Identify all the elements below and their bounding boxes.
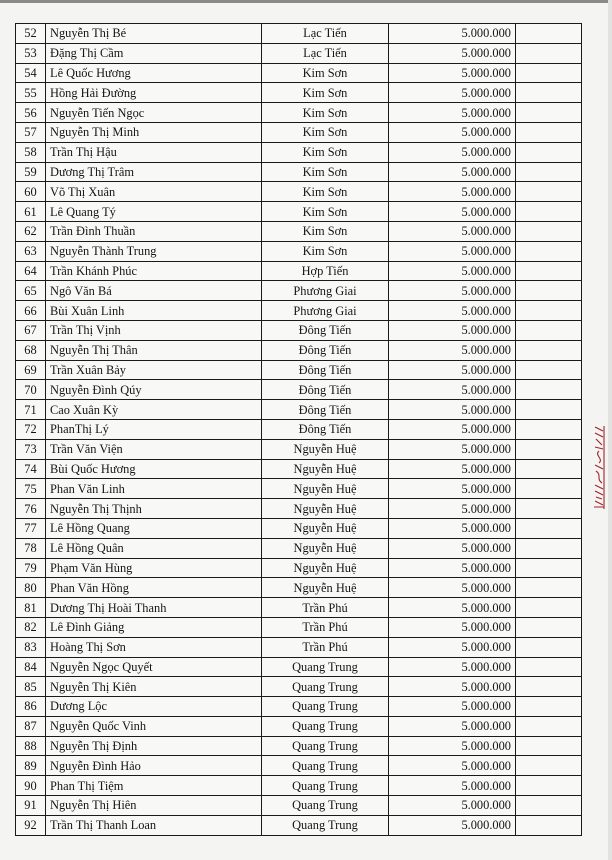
row-number: 69 xyxy=(16,360,46,380)
table-row xyxy=(16,43,582,63)
support-amount: 5.000.000 xyxy=(389,518,516,538)
table-row xyxy=(16,202,582,222)
ward-name: Quang Trung xyxy=(262,815,389,835)
table-row xyxy=(16,776,582,796)
support-amount: 5.000.000 xyxy=(389,122,516,142)
note-cell xyxy=(516,776,582,796)
ward-name: Quang Trung xyxy=(262,697,389,717)
ward-name: Kim Sơn xyxy=(262,142,389,162)
red-seal-stamp-icon xyxy=(592,425,606,510)
person-name: Lê Quang Tý xyxy=(46,202,262,222)
note-cell xyxy=(516,24,582,44)
note-cell xyxy=(516,43,582,63)
support-amount: 5.000.000 xyxy=(389,736,516,756)
support-amount: 5.000.000 xyxy=(389,796,516,816)
table-row xyxy=(16,400,582,420)
table-body xyxy=(16,24,582,836)
note-cell xyxy=(516,202,582,222)
person-name: Lê Quốc Hương xyxy=(46,63,262,83)
table-row xyxy=(16,162,582,182)
person-name: Trần Thị Hậu xyxy=(46,142,262,162)
ward-name: Nguyễn Huệ xyxy=(262,538,389,558)
ward-name: Nguyễn Huệ xyxy=(262,518,389,538)
ward-name: Quang Trung xyxy=(262,736,389,756)
note-cell xyxy=(516,518,582,538)
note-cell xyxy=(516,479,582,499)
support-amount: 5.000.000 xyxy=(389,241,516,261)
person-name: Trần Thị Thanh Loan xyxy=(46,815,262,835)
row-number: 64 xyxy=(16,261,46,281)
ward-name: Kim Sơn xyxy=(262,83,389,103)
row-number: 84 xyxy=(16,657,46,677)
person-name: Ngô Văn Bá xyxy=(46,281,262,301)
support-amount: 5.000.000 xyxy=(389,261,516,281)
ward-name: Kim Sơn xyxy=(262,241,389,261)
note-cell xyxy=(516,617,582,637)
person-name: Phan Văn Linh xyxy=(46,479,262,499)
person-name: Nguyễn Thị Thịnh xyxy=(46,499,262,519)
person-name: Lê Hồng Quang xyxy=(46,518,262,538)
row-number: 80 xyxy=(16,578,46,598)
person-name: Dương Lộc xyxy=(46,697,262,717)
row-number: 76 xyxy=(16,499,46,519)
row-number: 79 xyxy=(16,558,46,578)
ward-name: Nguyễn Huệ xyxy=(262,459,389,479)
note-cell xyxy=(516,63,582,83)
ward-name: Kim Sơn xyxy=(262,221,389,241)
note-cell xyxy=(516,400,582,420)
row-number: 54 xyxy=(16,63,46,83)
table-row xyxy=(16,221,582,241)
row-number: 63 xyxy=(16,241,46,261)
row-number: 61 xyxy=(16,202,46,222)
table-row xyxy=(16,103,582,123)
row-number: 82 xyxy=(16,617,46,637)
person-name: Nguyễn Thị Hiên xyxy=(46,796,262,816)
note-cell xyxy=(516,538,582,558)
support-amount: 5.000.000 xyxy=(389,360,516,380)
table-row xyxy=(16,479,582,499)
note-cell xyxy=(516,162,582,182)
table-row xyxy=(16,697,582,717)
note-cell xyxy=(516,360,582,380)
support-amount: 5.000.000 xyxy=(389,380,516,400)
support-amount: 5.000.000 xyxy=(389,281,516,301)
person-name: Dương Thị Hoài Thanh xyxy=(46,598,262,618)
note-cell xyxy=(516,103,582,123)
row-number: 85 xyxy=(16,677,46,697)
table-row xyxy=(16,63,582,83)
person-name: Nguyễn Thị Kiên xyxy=(46,677,262,697)
note-cell xyxy=(516,637,582,657)
table-row xyxy=(16,578,582,598)
note-cell xyxy=(516,499,582,519)
ward-name: Nguyễn Huệ xyxy=(262,558,389,578)
note-cell xyxy=(516,657,582,677)
ward-name: Kim Sơn xyxy=(262,162,389,182)
note-cell xyxy=(516,122,582,142)
ward-name: Trần Phú xyxy=(262,637,389,657)
person-name: Cao Xuân Kỳ xyxy=(46,400,262,420)
ward-name: Nguyễn Huệ xyxy=(262,479,389,499)
table-row xyxy=(16,261,582,281)
ward-name: Đông Tiến xyxy=(262,400,389,420)
person-name: Trần Văn Viện xyxy=(46,439,262,459)
support-amount: 5.000.000 xyxy=(389,182,516,202)
ward-name: Quang Trung xyxy=(262,796,389,816)
note-cell xyxy=(516,756,582,776)
table-row xyxy=(16,241,582,261)
ward-name: Nguyễn Huệ xyxy=(262,499,389,519)
table-row xyxy=(16,142,582,162)
table-row xyxy=(16,617,582,637)
row-number: 60 xyxy=(16,182,46,202)
person-name: Phan Văn Hồng xyxy=(46,578,262,598)
note-cell xyxy=(516,380,582,400)
ward-name: Nguyễn Huệ xyxy=(262,578,389,598)
note-cell xyxy=(516,558,582,578)
note-cell xyxy=(516,241,582,261)
row-number: 72 xyxy=(16,419,46,439)
row-number: 52 xyxy=(16,24,46,44)
note-cell xyxy=(516,83,582,103)
row-number: 66 xyxy=(16,301,46,321)
ward-name: Kim Sơn xyxy=(262,122,389,142)
note-cell xyxy=(516,182,582,202)
person-name: Nguyễn Thị Định xyxy=(46,736,262,756)
support-amount: 5.000.000 xyxy=(389,24,516,44)
person-name: Lê Đình Giảng xyxy=(46,617,262,637)
ward-name: Kim Sơn xyxy=(262,63,389,83)
row-number: 78 xyxy=(16,538,46,558)
table-row xyxy=(16,815,582,835)
person-name: PhanThị Lý xyxy=(46,419,262,439)
table-row xyxy=(16,558,582,578)
support-amount: 5.000.000 xyxy=(389,221,516,241)
support-amount: 5.000.000 xyxy=(389,558,516,578)
table-row xyxy=(16,756,582,776)
person-name: Bùi Quốc Hương xyxy=(46,459,262,479)
row-number: 57 xyxy=(16,122,46,142)
row-number: 74 xyxy=(16,459,46,479)
person-name: Hoàng Thị Sơn xyxy=(46,637,262,657)
support-amount: 5.000.000 xyxy=(389,459,516,479)
table-row xyxy=(16,657,582,677)
person-name: Dương Thị Trâm xyxy=(46,162,262,182)
support-amount: 5.000.000 xyxy=(389,756,516,776)
table-row xyxy=(16,281,582,301)
support-amount: 5.000.000 xyxy=(389,400,516,420)
ward-name: Kim Sơn xyxy=(262,202,389,222)
row-number: 65 xyxy=(16,281,46,301)
table-row xyxy=(16,301,582,321)
row-number: 81 xyxy=(16,598,46,618)
ward-name: Kim Sơn xyxy=(262,182,389,202)
table-row xyxy=(16,716,582,736)
table-row xyxy=(16,736,582,756)
row-number: 73 xyxy=(16,439,46,459)
note-cell xyxy=(516,796,582,816)
note-cell xyxy=(516,716,582,736)
support-amount: 5.000.000 xyxy=(389,202,516,222)
row-number: 83 xyxy=(16,637,46,657)
note-cell xyxy=(516,142,582,162)
row-number: 68 xyxy=(16,340,46,360)
ward-name: Quang Trung xyxy=(262,756,389,776)
table-row xyxy=(16,637,582,657)
row-number: 88 xyxy=(16,736,46,756)
ward-name: Kim Sơn xyxy=(262,103,389,123)
person-name: Nguyễn Quốc Vinh xyxy=(46,716,262,736)
row-number: 67 xyxy=(16,320,46,340)
support-amount: 5.000.000 xyxy=(389,815,516,835)
person-name: Nguyễn Đình Hảo xyxy=(46,756,262,776)
table-row xyxy=(16,122,582,142)
ward-name: Hợp Tiến xyxy=(262,261,389,281)
ward-name: Quang Trung xyxy=(262,776,389,796)
support-amount: 5.000.000 xyxy=(389,637,516,657)
note-cell xyxy=(516,320,582,340)
note-cell xyxy=(516,578,582,598)
support-amount: 5.000.000 xyxy=(389,716,516,736)
table-row xyxy=(16,518,582,538)
row-number: 59 xyxy=(16,162,46,182)
support-amount: 5.000.000 xyxy=(389,419,516,439)
ward-name: Đông Tiến xyxy=(262,360,389,380)
ward-name: Quang Trung xyxy=(262,716,389,736)
ward-name: Đông Tiến xyxy=(262,320,389,340)
ward-name: Phương Giai xyxy=(262,281,389,301)
person-name: Trần Khánh Phúc xyxy=(46,261,262,281)
table-row xyxy=(16,538,582,558)
row-number: 56 xyxy=(16,103,46,123)
row-number: 92 xyxy=(16,815,46,835)
note-cell xyxy=(516,439,582,459)
table-row xyxy=(16,24,582,44)
note-cell xyxy=(516,301,582,321)
note-cell xyxy=(516,598,582,618)
row-number: 89 xyxy=(16,756,46,776)
table-row xyxy=(16,380,582,400)
row-number: 53 xyxy=(16,43,46,63)
person-name: Hồng Hải Đường xyxy=(46,83,262,103)
table-row xyxy=(16,419,582,439)
person-name: Nguyễn Thành Trung xyxy=(46,241,262,261)
note-cell xyxy=(516,419,582,439)
table-row xyxy=(16,320,582,340)
person-name: Nguyễn Thị Thân xyxy=(46,340,262,360)
note-cell xyxy=(516,340,582,360)
row-number: 86 xyxy=(16,697,46,717)
note-cell xyxy=(516,221,582,241)
support-amount: 5.000.000 xyxy=(389,162,516,182)
person-name: Phan Thị Tiệm xyxy=(46,776,262,796)
person-name: Đặng Thị Cầm xyxy=(46,43,262,63)
ward-name: Quang Trung xyxy=(262,677,389,697)
note-cell xyxy=(516,459,582,479)
support-amount: 5.000.000 xyxy=(389,657,516,677)
table-row xyxy=(16,360,582,380)
ward-name: Trần Phú xyxy=(262,617,389,637)
ward-name: Đông Tiến xyxy=(262,380,389,400)
support-amount: 5.000.000 xyxy=(389,340,516,360)
person-name: Nguyễn Thị Minh xyxy=(46,122,262,142)
table-row xyxy=(16,439,582,459)
ward-name: Lạc Tiến xyxy=(262,43,389,63)
ward-name: Phương Giai xyxy=(262,301,389,321)
note-cell xyxy=(516,697,582,717)
person-name: Võ Thị Xuân xyxy=(46,182,262,202)
scan-right-edge xyxy=(608,0,612,860)
row-number: 91 xyxy=(16,796,46,816)
note-cell xyxy=(516,281,582,301)
table-row xyxy=(16,459,582,479)
ward-name: Quang Trung xyxy=(262,657,389,677)
note-cell xyxy=(516,815,582,835)
person-name: Bùi Xuân Linh xyxy=(46,301,262,321)
person-name: Lê Hồng Quân xyxy=(46,538,262,558)
row-number: 70 xyxy=(16,380,46,400)
support-amount: 5.000.000 xyxy=(389,83,516,103)
support-amount: 5.000.000 xyxy=(389,320,516,340)
person-name: Nguyễn Đình Qúy xyxy=(46,380,262,400)
ward-name: Lạc Tiến xyxy=(262,24,389,44)
person-name: Nguyễn Tiến Ngọc xyxy=(46,103,262,123)
row-number: 55 xyxy=(16,83,46,103)
ward-name: Đông Tiến xyxy=(262,419,389,439)
support-amount: 5.000.000 xyxy=(389,103,516,123)
person-name: Nguyễn Ngọc Quyết xyxy=(46,657,262,677)
support-amount: 5.000.000 xyxy=(389,617,516,637)
support-amount: 5.000.000 xyxy=(389,63,516,83)
table-row xyxy=(16,340,582,360)
support-amount: 5.000.000 xyxy=(389,697,516,717)
person-name: Trần Đình Thuần xyxy=(46,221,262,241)
support-amount: 5.000.000 xyxy=(389,43,516,63)
person-name: Phạm Văn Hùng xyxy=(46,558,262,578)
support-amount: 5.000.000 xyxy=(389,142,516,162)
row-number: 58 xyxy=(16,142,46,162)
support-amount: 5.000.000 xyxy=(389,598,516,618)
table-row xyxy=(16,182,582,202)
row-number: 90 xyxy=(16,776,46,796)
support-amount: 5.000.000 xyxy=(389,439,516,459)
row-number: 71 xyxy=(16,400,46,420)
person-name: Trần Xuân Bảy xyxy=(46,360,262,380)
table-row xyxy=(16,598,582,618)
support-amount: 5.000.000 xyxy=(389,301,516,321)
ward-name: Trần Phú xyxy=(262,598,389,618)
table-row xyxy=(16,796,582,816)
note-cell xyxy=(516,261,582,281)
note-cell xyxy=(516,736,582,756)
row-number: 75 xyxy=(16,479,46,499)
beneficiary-table xyxy=(15,23,582,836)
ward-name: Nguyễn Huệ xyxy=(262,439,389,459)
row-number: 77 xyxy=(16,518,46,538)
ward-name: Đông Tiến xyxy=(262,340,389,360)
support-amount: 5.000.000 xyxy=(389,677,516,697)
support-amount: 5.000.000 xyxy=(389,776,516,796)
scan-top-edge xyxy=(0,0,612,3)
table-row xyxy=(16,677,582,697)
support-amount: 5.000.000 xyxy=(389,479,516,499)
note-cell xyxy=(516,677,582,697)
row-number: 62 xyxy=(16,221,46,241)
row-number: 87 xyxy=(16,716,46,736)
table-row xyxy=(16,499,582,519)
table-row xyxy=(16,83,582,103)
person-name: Nguyễn Thị Bé xyxy=(46,24,262,44)
support-amount: 5.000.000 xyxy=(389,578,516,598)
person-name: Trần Thị Vịnh xyxy=(46,320,262,340)
support-amount: 5.000.000 xyxy=(389,538,516,558)
support-amount: 5.000.000 xyxy=(389,499,516,519)
